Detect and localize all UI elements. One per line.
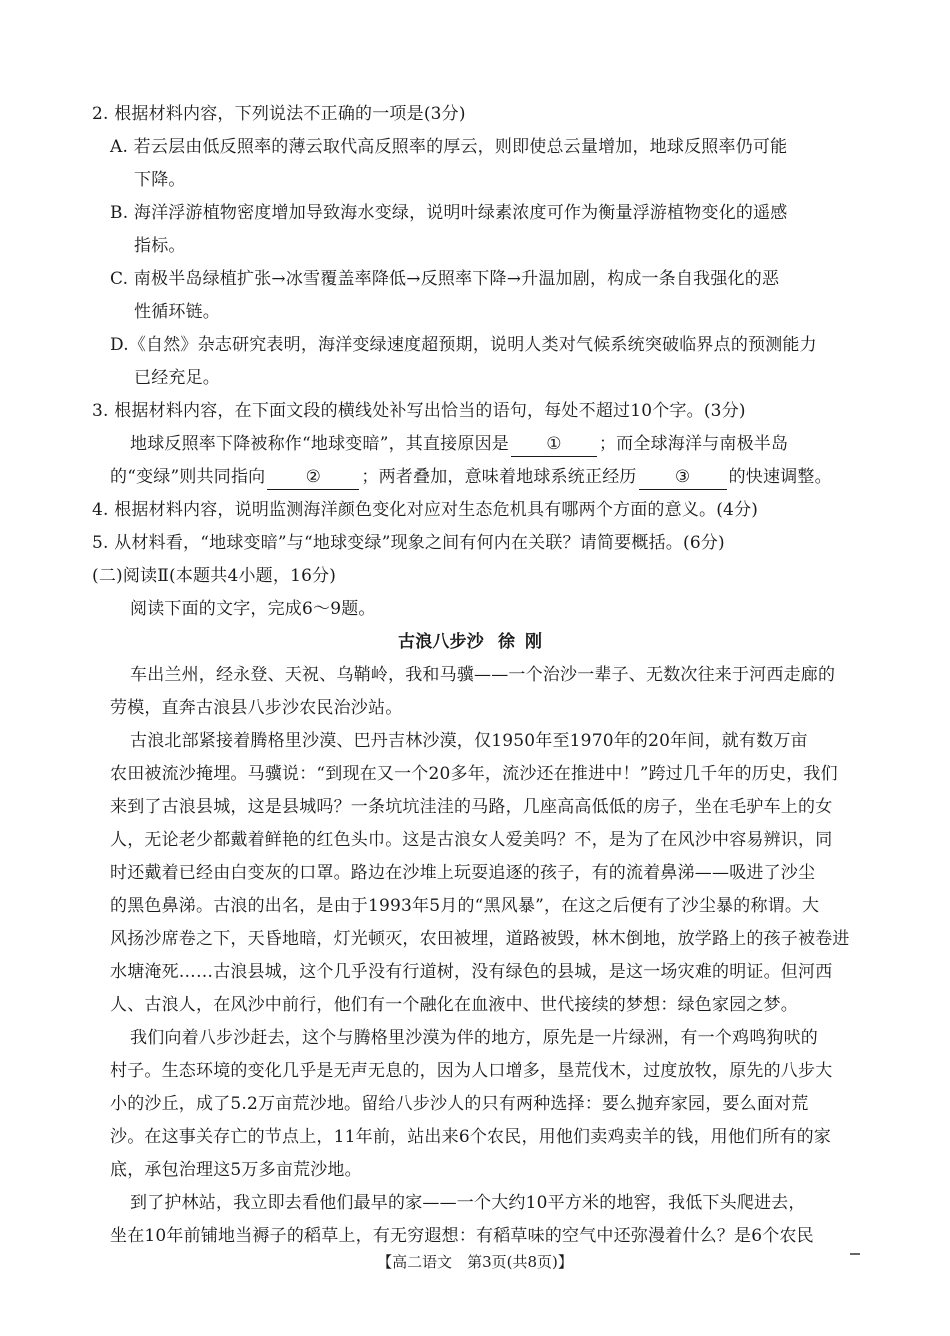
article-author: 徐刚 xyxy=(498,632,552,652)
article-line: 沙。在这事关存亡的节点上，11年前，站出来6个农民，用他们卖鸡卖羊的钱，用他们所有的家 xyxy=(110,1127,832,1147)
article-heading xyxy=(0,626,950,659)
q2-option-b-cont: 指标。 xyxy=(134,236,186,256)
q2-option-c-cont: 性循环链。 xyxy=(134,302,220,322)
article-line: 水塘淹死……古浪县城，这个几乎没有行道树，没有绿色的县城，是这一场灾难的明证。但河西 xyxy=(110,962,833,982)
q2-option-c: C. 南极半岛绿植扩张→冰雪覆盖率降低→反照率下降→升温加剧，构成一条自我强化的恶 xyxy=(110,269,780,289)
fill-blank-1: ① xyxy=(511,432,597,457)
section-heading: (二)阅读Ⅱ(本题共4小题，16分) xyxy=(92,566,337,586)
article-line: 农田被流沙掩埋。马骥说：“到现在又一个20多年，流沙还在推进中！”跨过几千年的历史，我们 xyxy=(110,764,838,784)
page-footer: 【高二语文 第3页(共8页)】 xyxy=(377,1253,573,1271)
reading-instruction: 阅读下面的文字，完成6～9题。 xyxy=(130,599,376,619)
q3-text-1b: ；而全球海洋与南极半岛 xyxy=(598,434,789,454)
q3-fill-line-1 xyxy=(130,428,862,461)
article-line: 村子。生态环境的变化几乎是无声无息的，因为人口增多，垦荒伐木，过度放牧，原先的八步大 xyxy=(110,1061,833,1081)
article-line: 的黑色鼻涕。古浪的出名，是由于1993年5月的“黑风暴”，在这之后便有了沙尘暴的称谓。大 xyxy=(110,896,820,916)
article-line: 坐在10年前铺地当褥子的稻草上，有无穷遐想：有稻草味的空气中还弥漫着什么？是6个农民 xyxy=(110,1226,814,1246)
q2-option-b: B. 海洋浮游植物密度增加导致海水变绿，说明叶绿素浓度可作为衡量浮游植物变化的遥感 xyxy=(110,203,788,223)
corner-mark xyxy=(850,1253,860,1255)
q3-text-2a: 的“变绿”则共同指向 xyxy=(110,467,266,487)
article-line: 小的沙丘，成了5.2万亩荒沙地。留给八步沙人的只有两种选择：要么抛弃家园，要么面对荒 xyxy=(110,1094,809,1114)
fill-blank-2: ② xyxy=(267,465,359,490)
question-3-stem: 3. 根据材料内容，在下面文段的横线处补写出恰当的语句，每处不超过10个字。(3分) xyxy=(92,401,746,421)
article-line: 人、古浪人，在风沙中前行，他们有一个融化在血液中、世代接续的梦想：绿色家园之梦。 xyxy=(110,995,798,1015)
question-4: 4. 根据材料内容，说明监测海洋颜色变化对应对生态危机具有哪两个方面的意义。(4分) xyxy=(92,500,759,520)
q2-option-d-cont: 已经充足。 xyxy=(134,368,220,388)
fill-blank-3: ③ xyxy=(639,465,727,490)
article-line: 到了护林站，我立即去看他们最早的家——一个大约10平方米的地窖，我低下头爬进去， xyxy=(130,1193,806,1213)
q3-text-1a: 地球反照率下降被称作“地球变暗”，其直接原因是 xyxy=(130,434,509,454)
article-line: 风扬沙席卷之下，天昏地暗，灯光顿灭，农田被埋，道路被毁，林木倒地，放学路上的孩子被卷进 xyxy=(110,929,850,949)
article-line: 古浪北部紧接着腾格里沙漠、巴丹吉林沙漠，仅1950年至1970年的20年间，就有数万亩 xyxy=(130,731,808,751)
article-line: 来到了古浪县城，这是县城吗？一条坑坑洼洼的马路，几座高高低低的房子，坐在毛驴车上的女 xyxy=(110,797,833,817)
article-line: 时还戴着已经由白变灰的口罩。路边在沙堆上玩耍追逐的孩子，有的流着鼻涕——吸进了沙尘 xyxy=(110,863,816,883)
q3-fill-line-2 xyxy=(110,461,862,494)
question-2-stem: 2. 根据材料内容，下列说法不正确的一项是(3分) xyxy=(92,104,466,124)
article-line: 车出兰州，经永登、天祝、乌鞘岭，我和马骥——一个治沙一辈子、无数次往来于河西走廊的 xyxy=(130,665,836,685)
article-line: 劳模，直奔古浪县八步沙农民治沙站。 xyxy=(110,698,403,718)
q3-text-2b: ；两者叠加，意味着地球系统正经历 xyxy=(361,467,637,487)
article-line: 底，承包治理这5万多亩荒沙地。 xyxy=(110,1160,362,1180)
q3-text-2c: 的快速调整。 xyxy=(728,467,832,487)
q2-option-a-cont: 下降。 xyxy=(134,170,186,190)
q2-option-a: A. 若云层由低反照率的薄云取代高反照率的厚云，则即使总云量增加，地球反照率仍可能 xyxy=(110,137,788,157)
q2-option-d: D.《自然》杂志研究表明，海洋变绿速度超预期，说明人类对气候系统突破临界点的预测能力 xyxy=(110,335,817,355)
question-5: 5. 从材料看，“地球变暗”与“地球变绿”现象之间有何内在关联？请简要概括。(6分) xyxy=(92,533,725,553)
article-title: 古浪八步沙 xyxy=(398,632,484,652)
article-line: 人，无论老少都戴着鲜艳的红色头巾。这是古浪女人爱美吗？不，是为了在风沙中容易辨识，同 xyxy=(110,830,833,850)
article-line: 我们向着八步沙赶去，这个与腾格里沙漠为伴的地方，原先是一片绿洲，有一个鸡鸣狗吠的 xyxy=(130,1028,818,1048)
